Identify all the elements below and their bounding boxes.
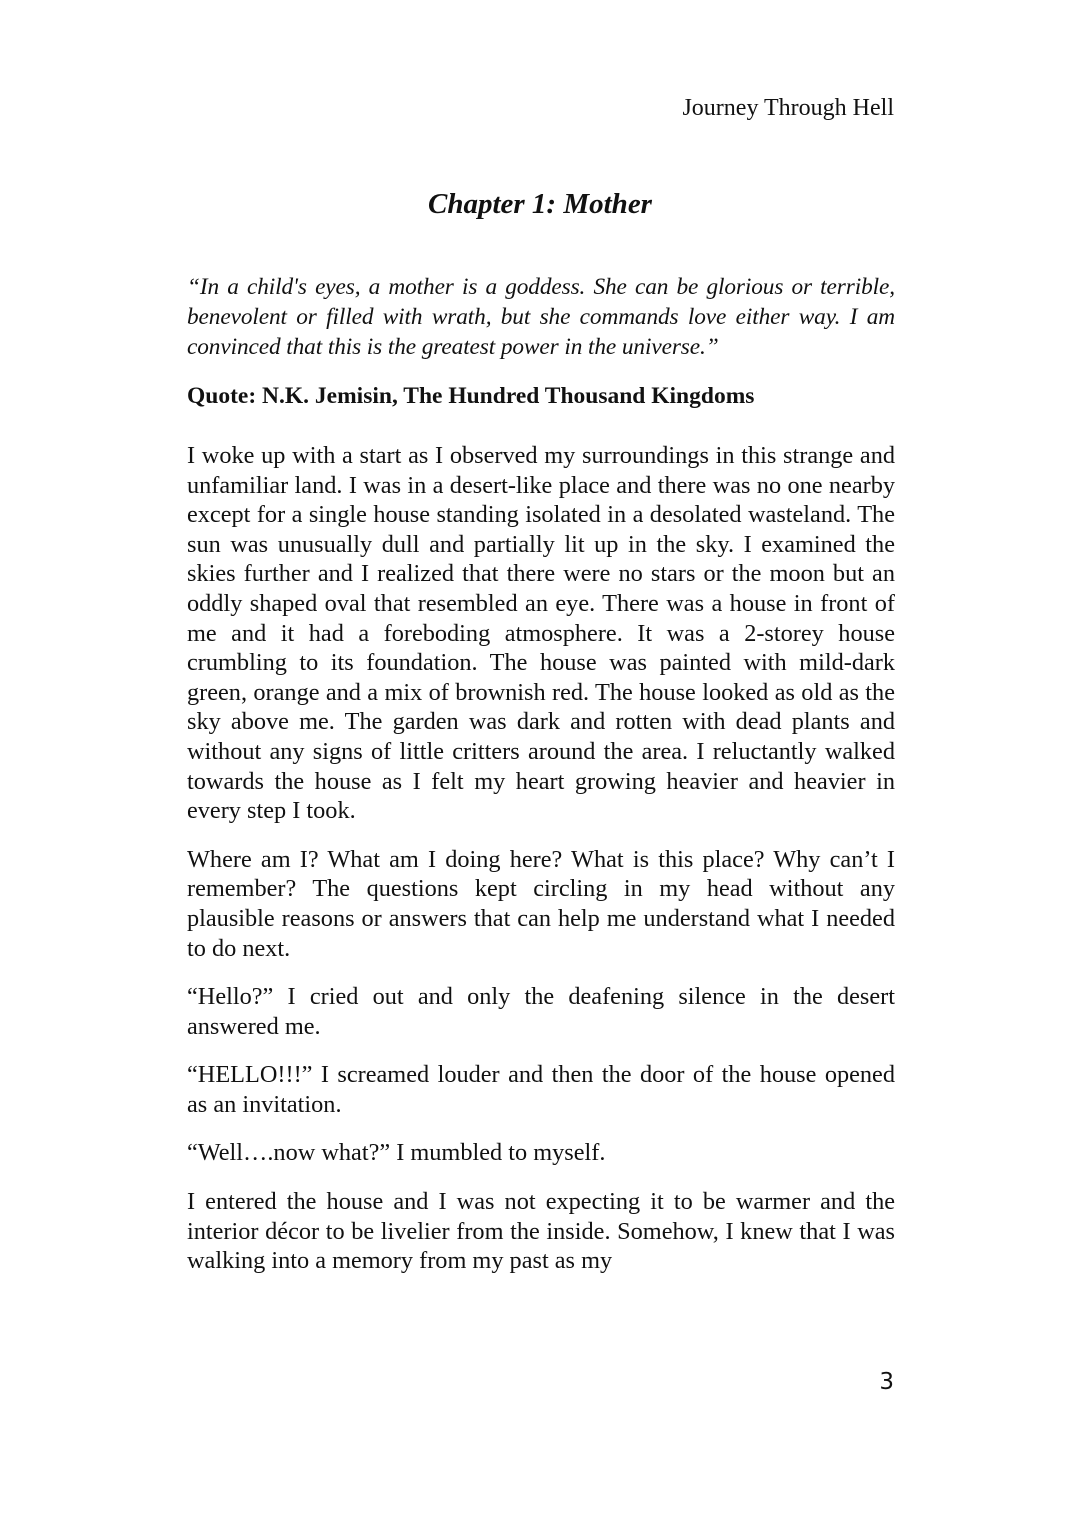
epigraph-quote: “In a child's eyes, a mother is a goddess. She can be glorious or terrible, benevolent or filled with wrath, but she commands love either way. I am convinced that this is the greatest power in the universe.” [187, 274, 895, 360]
body-paragraph: “Well….now what?” I mumbled to myself. [187, 1139, 606, 1167]
body-paragraph: I entered the house and I was not expecting it to be warmer and the interior décor to be livelier from the inside. Somehow, I knew that I was walking into a memory from my past as my [187, 1188, 895, 1275]
body-paragraph: Where am I? What am I doing here? What is this place? Why can’t I remember? The questions kept circling in my head without any plausible reasons or answers that can help me understand what I needed to do next. [187, 845, 895, 962]
running-header: Journey Through Hell [682, 95, 894, 121]
body-paragraph: “HELLO!!!” I screamed louder and then the door of the house opened as an invitation. [187, 1061, 895, 1118]
chapter-title: Chapter 1: Mother [428, 188, 652, 220]
body-paragraph: “Hello?” I cried out and only the deafening silence in the desert answered me. [187, 983, 895, 1040]
body-paragraph: I woke up with a start as I observed my surroundings in this strange and unfamiliar land. I was in a desert-like place and there was no one nearby except for a single house standing isolated in a desolated wasteland. The sun was unusually dull and partially lit up in the sky. I examined the skies further and I realized that there were no stars or the moon but an oddly shaped oval that resembled an eye. There was a house in front of me and it had a foreboding atmosphere. It was a 2-storey house crumbling to its foundation. The house was painted with mild-dark green, orange and a mix of brownish red. The house looked as old as the sky above me. The garden was dark and rotten with dead plants and without any signs of little critters around the area. I reluctantly walked towards the house as I felt my heart growing heavier and heavier in every step I took. [187, 442, 895, 825]
page-number: 3 [879, 1369, 894, 1395]
epigraph-attribution: Quote: N.K. Jemisin, The Hundred Thousand Kingdoms [187, 383, 755, 409]
page-content [187, 272, 895, 1276]
